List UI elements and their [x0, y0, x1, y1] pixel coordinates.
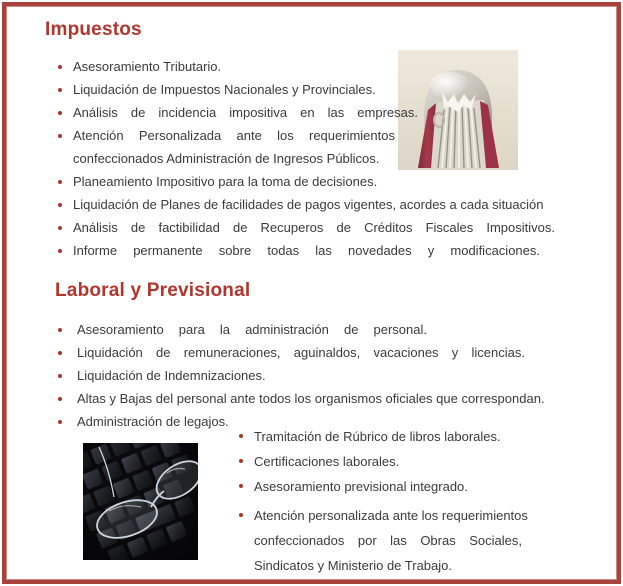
- bullet-icon: [238, 449, 254, 474]
- bullet-icon: [238, 503, 254, 528]
- list-item: [57, 216, 555, 239]
- list-item-text: Planeamiento Impositivo para la toma de decisiones.: [73, 174, 378, 189]
- list-item-text: Atención personalizada ante los requerimientos: [254, 508, 528, 523]
- list-item: [238, 449, 528, 474]
- bullet-icon: [57, 318, 77, 341]
- bullet-icon: [238, 474, 254, 499]
- list-item-text: Liquidación de remuneraciones, aguinaldos, vacaciones y licencias.: [77, 345, 525, 360]
- list-item-text: Asesoramiento previsional integrado.: [254, 479, 468, 494]
- bullet-icon: [57, 193, 73, 216]
- bullet-icon: [57, 216, 73, 239]
- laboral-list: [57, 318, 545, 433]
- bullet-icon: [57, 410, 77, 433]
- list-item-text: Liquidación de Impuestos Nacionales y Provinciales.: [73, 82, 376, 97]
- list-item: [238, 474, 528, 499]
- list-item-text: confeccionados Administración de Ingresos Públicos.: [73, 151, 380, 166]
- bullet-icon: [238, 424, 254, 449]
- impuestos-list: [57, 55, 555, 262]
- bullet-icon: [57, 239, 73, 262]
- bullet-icon: [57, 101, 73, 124]
- keyboard-photo-graphic: [83, 443, 198, 560]
- bullet-icon: [57, 78, 73, 101]
- list-item: [57, 78, 555, 101]
- list-item: [57, 101, 555, 124]
- list-item: [57, 364, 545, 387]
- bullet-icon: [57, 364, 77, 387]
- list-item-text: Liquidación de Planes de facilidades de pagos vigentes, acordes a cada situación: [73, 197, 544, 212]
- list-item-text: Tramitación de Rúbrico de libros laborales.: [254, 429, 501, 444]
- list-item: [57, 170, 555, 193]
- list-item: [57, 55, 555, 78]
- list-item: [57, 387, 545, 410]
- list-item-text: Asesoramiento Tributario.: [73, 59, 222, 74]
- section-title-laboral-previsional: Laboral y Previsional: [55, 280, 251, 301]
- list-item: [238, 424, 528, 449]
- list-item: [238, 503, 528, 578]
- list-item-text: Análisis de factibilidad de Recuperos de Créditos Fiscales Impositivos.: [73, 220, 555, 235]
- bullet-icon: [57, 387, 77, 410]
- list-item-text: Informe permanente sobre todas las novedades y modificaciones.: [73, 243, 540, 258]
- list-item-text: Atención Personalizada ante los requerimientos: [73, 128, 395, 143]
- list-item: [57, 239, 555, 262]
- list-item: [57, 341, 545, 364]
- bullet-icon: [57, 341, 77, 364]
- keyboard-photo: [83, 443, 198, 560]
- bullet-icon: [57, 55, 73, 78]
- list-item-text: Administración de legajos.: [77, 414, 229, 429]
- list-item: [57, 318, 545, 341]
- list-item-text: Análisis de incidencia impositiva en las empresas.: [73, 105, 418, 120]
- section-title-impuestos: Impuestos: [45, 19, 142, 40]
- list-item: [57, 124, 555, 170]
- bullet-icon: [57, 124, 73, 147]
- list-item-text: Sindicatos y Ministerio de Trabajo.: [254, 558, 452, 573]
- list-item-text: confeccionados por las Obras Sociales,: [254, 533, 522, 548]
- bullet-icon: [57, 170, 73, 193]
- list-item-text: Asesoramiento para la administración de personal.: [77, 322, 427, 337]
- list-item: [57, 193, 555, 216]
- list-item-text: Certificaciones laborales.: [254, 454, 400, 469]
- list-item-text: Liquidación de Indemnizaciones.: [77, 368, 266, 383]
- laboral-sub-list: [238, 424, 528, 578]
- list-item-text: Altas y Bajas del personal ante todos los organismos oficiales que correspondan.: [77, 391, 545, 406]
